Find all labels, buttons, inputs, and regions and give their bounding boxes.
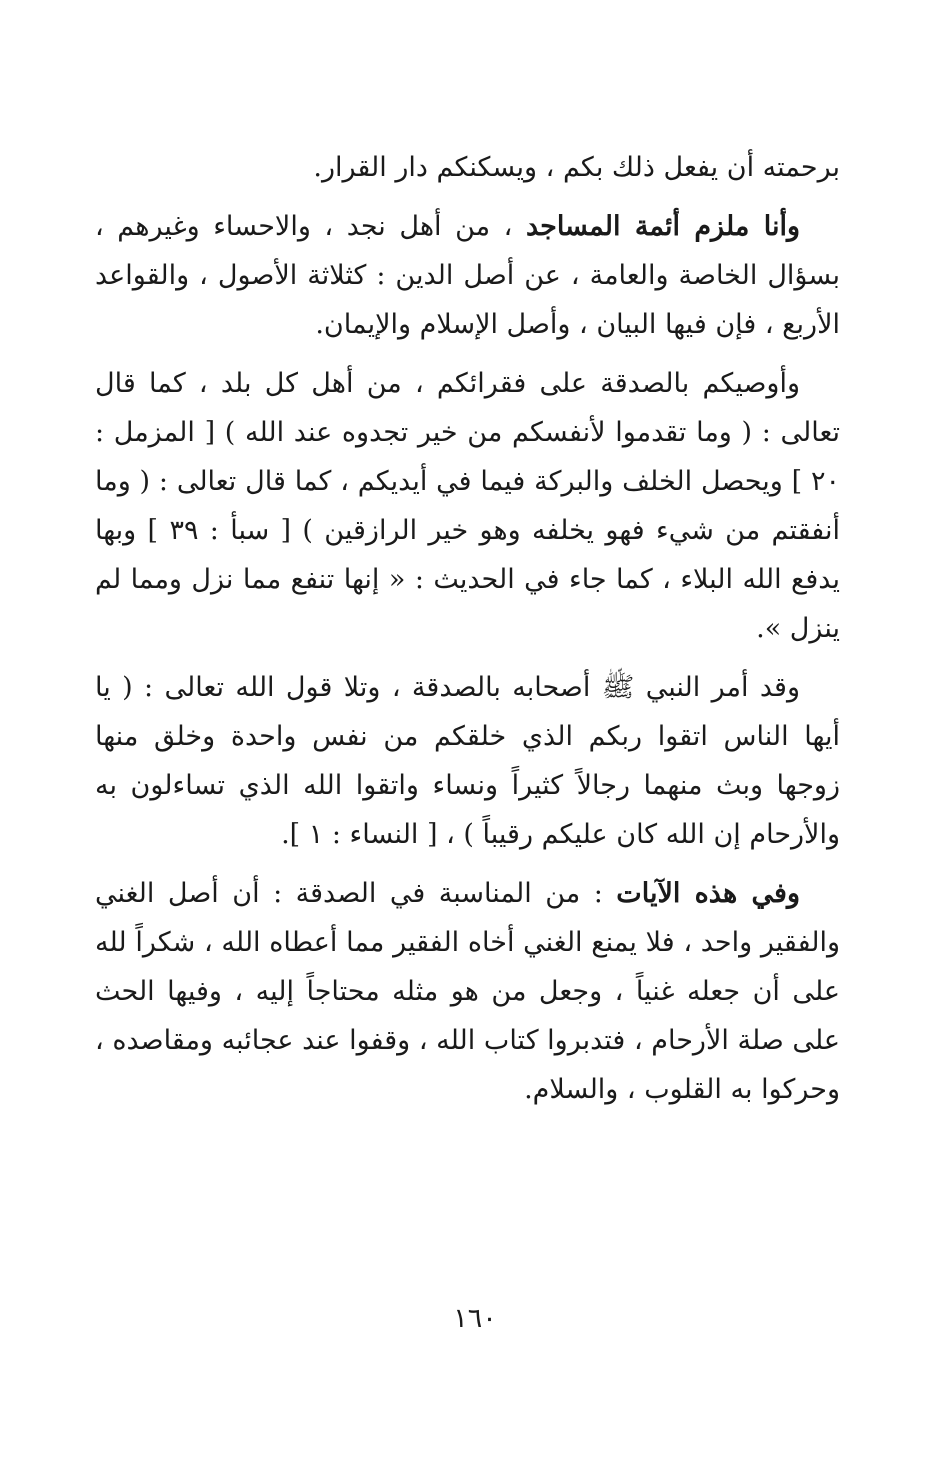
paragraph-5-text: : من المناسبة في الصدقة : أن أصل الغني والفقير واحد ، فلا يمنع الغني أخاه الفقير مما أعطاه الله ، شكراً لله على أن جعله غنياً ، وجعل من هو مثله محتاجاً إليه ، وفيها الحث على صلة الأرحام ، فتدبروا كتاب الله ، وقفوا عند عجائبه ومقاصده ، وحركوا به القلوب ، والسلام. [95, 878, 840, 1105]
paragraph-1-text: برحمته أن يفعل ذلك بكم ، ويسكنكم دار القرار. [313, 152, 840, 183]
paragraph-1 [95, 143, 840, 192]
paragraph-2-text: ، من أهل نجد ، والاحساء وغيرهم ، بسؤال الخاصة والعامة ، عن أصل الدين : كثلاثة الأصول ، والقواعد الأربع ، فإن فيها البيان ، وأصل الإسلام والإيمان. [95, 211, 840, 340]
paragraph-5 [95, 869, 840, 1114]
body-text [95, 143, 840, 1124]
paragraph-4-text: وقد أمر النبي ﷺ أصحابه بالصدقة ، وتلا قول الله تعالى : ( يا أيها الناس اتقوا ربكم الذي خلقكم من نفس واحدة وخلق منها زوجها وبث منهما رجالاً كثيراً ونساء واتقوا الله الذي تساءلون به والأرحام إن الله كان عليكم رقيباً ) ، [ النساء : ١ ]. [95, 672, 840, 850]
paragraph-3 [95, 359, 840, 653]
paragraph-3-text: وأوصيكم بالصدقة على فقرائكم ، من أهل كل بلد ، كما قال تعالى : ( وما تقدموا لأنفسكم من خير تجدوه عند الله ) [ المزمل : ٢٠ ] ويحصل الخلف والبركة فيما في أيديكم ، كما قال تعالى : ( وما أنفقتم من شيء فهو يخلفه وهو خير الرازقين ) [ سبأ : ٣٩ ] وبها يدفع الله البلاء ، كما جاء في الحديث : « إنها تنفع مما نزل ومما لم ينزل ». [95, 368, 840, 644]
page-number: ١٦٠ [453, 1303, 497, 1334]
paragraph-2-lead: وأنا ملزم أئمة المساجد [525, 211, 800, 242]
paragraph-5-lead: وفي هذه الآيات [616, 878, 800, 909]
paragraph-4 [95, 663, 840, 859]
paragraph-2 [95, 202, 840, 349]
